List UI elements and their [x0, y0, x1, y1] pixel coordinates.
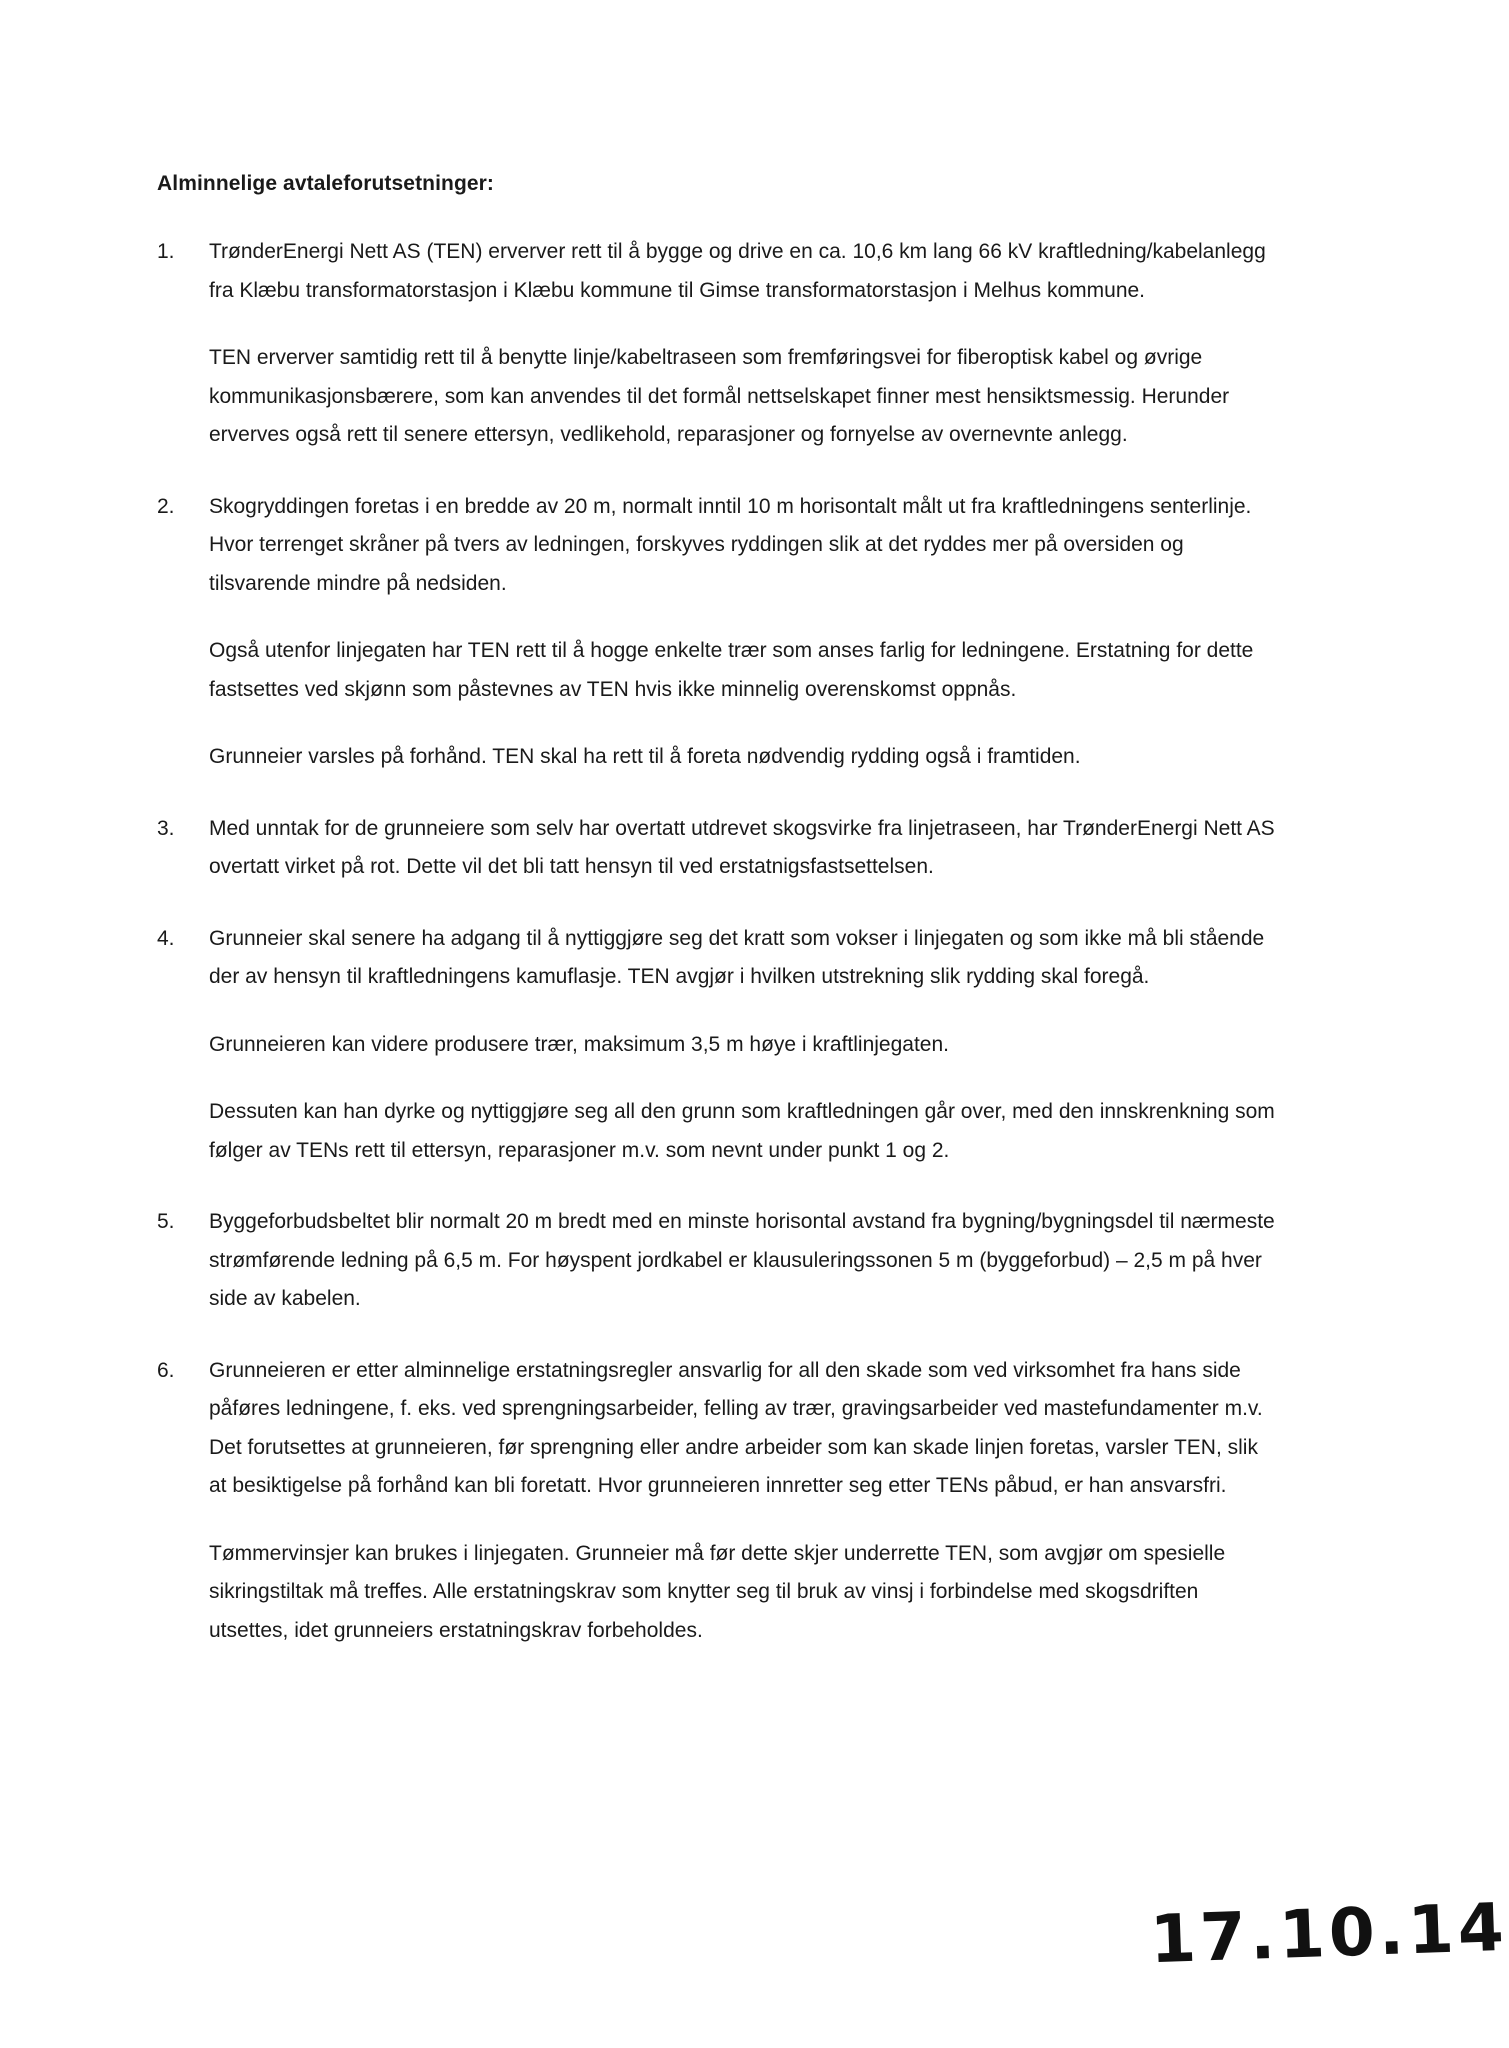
term-paragraph: Også utenfor linjegaten har TEN rett til å hogge enkelte trær som anses farlig for ledningene. Erstatning for dette fastsettes ved skjønn som påstevnes av TEN hvis ikke minnelig overenskomst oppnås. — [209, 639, 1254, 701]
term-paragraph: Grunneier skal senere ha adgang til å nyttiggjøre seg det kratt som vokser i linjegaten og som ikke må bli stående der av hensyn til kraftledningens kamuflasje. TEN avgjør i hvilken utstrekning slik rydding skal foregå. — [209, 926, 1265, 988]
term-number: 1. — [157, 240, 175, 263]
terms-list — [157, 233, 1277, 1650]
term-item-6 — [157, 1352, 1277, 1651]
term-item-3 — [157, 810, 1277, 887]
term-paragraph: Dessuten kan han dyrke og nyttiggjøre seg all den grunn som kraftledningen går over, med den innskrenkning som følger av TENs rett til ettersyn, reparasjoner m.v. som nevnt under punkt 1 og 2. — [209, 1100, 1275, 1162]
term-paragraph: TEN erverver samtidig rett til å benytte linje/kabeltraseen som fremføringsvei for fiberoptisk kabel og øvrige kommunikasjonsbærere, som kan anvendes til det formål nettselskapet finner mest hensiktsmessig. Herunder erverves også rett til senere ettersyn, vedlikehold, reparasjoner og fornyelse av overnevnte anlegg. — [209, 346, 1230, 446]
term-paragraph: Tømmervinsjer kan brukes i linjegaten. Grunneier må før dette skjer underrette TEN, som avgjør om spesielle sikringstiltak må treffes. Alle erstatningskrav som knytter seg til bruk av vinsj i forbindelse med skogsdriften utsettes, idet grunneiers erstatningskrav forbeholdes. — [209, 1541, 1226, 1642]
term-item-4 — [157, 920, 1277, 1171]
term-paragraph: Byggeforbudsbeltet blir normalt 20 m bredt med en minste horisontal avstand fra bygning/bygningsdel til nærmeste strømførende ledning på 6,5 m. For høyspent jordkabel er klausuleringssonen 5 m (byggeforbud) – 2,5 m på hver side av kabelen. — [209, 1210, 1275, 1310]
term-item-1 — [157, 233, 1277, 455]
document-heading: Alminnelige avtaleforutsetninger: — [157, 172, 495, 195]
document-page — [157, 172, 1277, 1683]
term-item-2 — [157, 488, 1277, 777]
term-number: 6. — [157, 1358, 175, 1382]
term-paragraph: Grunneier varsles på forhånd. TEN skal ha rett til å foreta nødvendig rydding også i framtiden. — [209, 745, 1081, 768]
term-paragraph: Grunneieren kan videre produsere trær, maksimum 3,5 m høye i kraftlinjegaten. — [209, 1032, 949, 1056]
term-number: 5. — [157, 1210, 175, 1233]
term-paragraph: Med unntak for de grunneiere som selv har overtatt utdrevet skogsvirke fra linjetraseen, har TrønderEnergi Nett AS overtatt virket på rot. Dette vil det bli tatt hensyn til ved erstatnigsfastsettelsen. — [209, 816, 1275, 878]
term-paragraph: Skogryddingen foretas i en bredde av 20 m, normalt inntil 10 m horisontalt målt ut fra kraftledningens senterlinje. Hvor terrenget skråner på tvers av ledningen, forskyves ryddingen slik at det ryddes mer på oversiden og tilsvarende mindre på nedsiden. — [209, 494, 1252, 595]
term-paragraph: Grunneieren er etter alminnelige erstatningsregler ansvarlig for all den skade som ved virksomhet fra hans side påføres ledningene, f. eks. ved sprengningsarbeider, felling av trær, gravingsarbeider ved mastefundamenter m.v. Det forutsettes at grunneieren, før sprengning eller andre arbeider som kan skade linjen foretas, varsler TEN, slik at besiktigelse på forhånd kan bli foretatt. Hvor grunneieren innretter seg etter TENs påbud, er han ansvarsfri. — [209, 1358, 1263, 1497]
term-number: 2. — [157, 494, 175, 518]
term-item-5 — [157, 1203, 1277, 1319]
term-paragraph: TrønderEnergi Nett AS (TEN) erverver rett til å bygge og drive en ca. 10,6 km lang 66 kV kraftledning/kabelanlegg fra Klæbu transformatorstasjon i Klæbu kommune til Gimse transformatorstasjon i Melhus kommune. — [209, 240, 1266, 302]
term-number: 4. — [157, 926, 175, 950]
term-number: 3. — [157, 816, 175, 840]
handwritten-date: 17.10.14 — [1148, 1888, 1509, 1979]
